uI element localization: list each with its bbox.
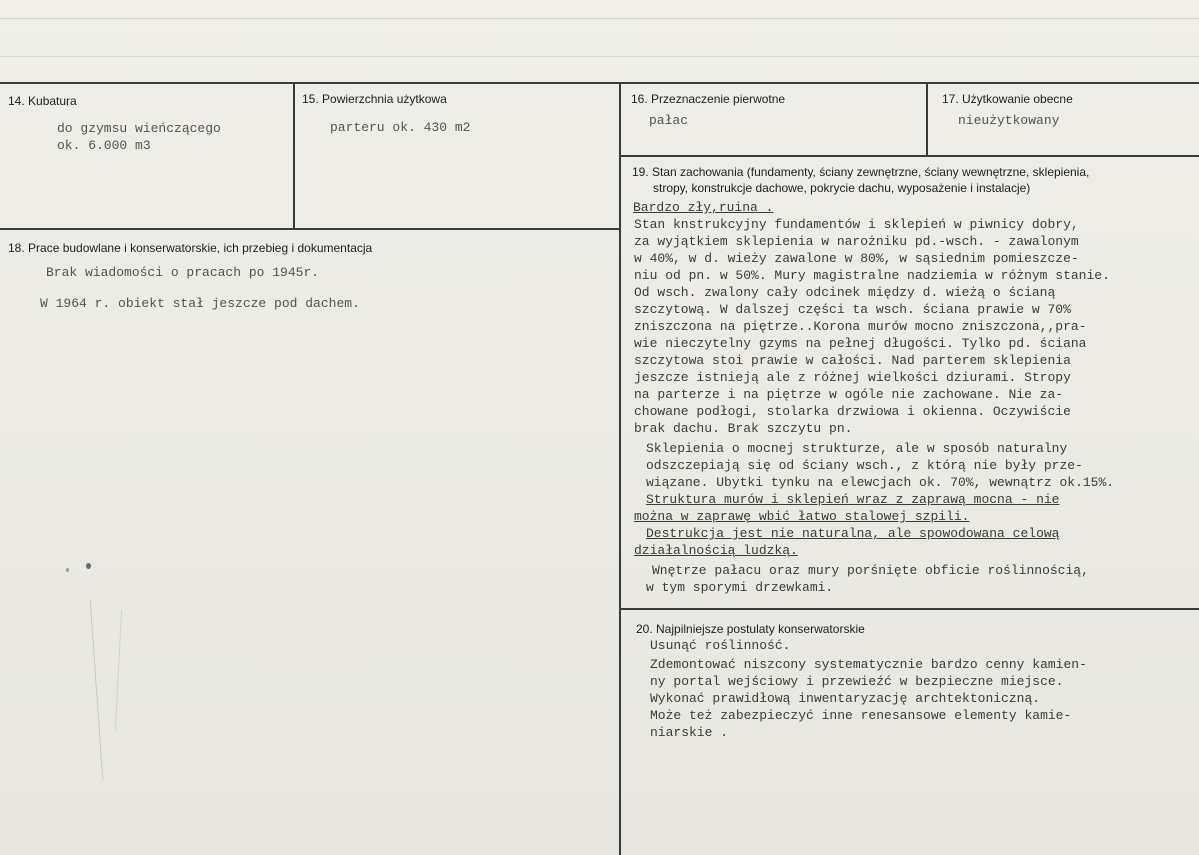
field-19-line: jeszcze istnieją ale z różnej wielkości dziurami. Stropy [634, 370, 1071, 385]
field-16-line-1: pałac [649, 113, 689, 128]
field-19-line: szczytowa stoi prawie w całości. Nad parterem sklepienia [634, 353, 1071, 368]
field-19-line: Destrukcja jest nie naturalna, ale spowodowana celową [646, 526, 1060, 541]
field-19-line: chowane podłogi, stolarka drzwiowa i okienna. Oczywiście [634, 404, 1071, 419]
field-19-line: zniszczona na piętrze..Korona murów mocno zniszczona,,pra- [634, 319, 1087, 334]
field-19-line: Stan knstrukcyjny fundamentów i sklepień w piwnicy dobry, [634, 217, 1079, 232]
field-17-label: 17. Użytkowanie obecne [942, 92, 1073, 106]
field-19-line: odszczepiają się od ściany wsch., z którą nie były prze- [646, 458, 1083, 473]
grid-line-row2-right [621, 155, 1199, 157]
field-20-line: niarskie . [650, 725, 729, 740]
card-faint-line [0, 56, 1199, 57]
ink-blot [86, 563, 91, 569]
field-17-line-1: nieużytkowany [958, 113, 1060, 128]
field-19-line: działalnością ludzką. [634, 543, 798, 558]
field-15-label: 15. Powierzchnia użytkowa [302, 92, 447, 106]
paper-scratch [115, 610, 122, 730]
field-19-line: szczytową. W dalszej części ta wsch. ściana prawie w 70% [634, 302, 1071, 317]
grid-top-line [0, 82, 1199, 84]
field-20-line: Zdemontować niszcony systematycznie bardzo cenny kamien- [650, 657, 1087, 672]
field-19-line: Bardzo zły,ruina . [633, 200, 774, 215]
field-14-line-2: ok. 6.000 m3 [57, 138, 151, 153]
ink-blot [66, 568, 69, 572]
field-19-line: Sklepienia o mocnej strukturze, ale w sposób naturalny [646, 441, 1068, 456]
field-19-label-line-2: stropy, konstrukcje dachowe, pokrycie dachu, wyposażenie i instalacje) [653, 181, 1031, 195]
field-16-label: 16. Przeznaczenie pierwotne [631, 92, 786, 106]
field-20-line: Może też zabezpieczyć inne renesansowe elementy kamie- [650, 708, 1072, 723]
field-19-line: wiązane. Ubytki tynku na elewcjach ok. 70%, wewnątrz ok.15%. [646, 475, 1115, 490]
grid-line-row2-left [0, 228, 621, 230]
field-19-line: wie nieczytelny gzyms na pełnej długości. Tylko pd. ściana [634, 336, 1087, 351]
field-19-line: niu od pn. w 50%. Mury magistralne nadziemia w różnym stanie. [634, 268, 1110, 283]
field-19-line: w 40%, w d. wieży zawalone w 80%, w sąsiednim pomieszcze- [634, 251, 1079, 266]
field-20-label: 20. Najpilniejsze postulaty konserwatorskie [636, 622, 865, 636]
field-18-line-1: Brak wiadomości o pracach po 1945r. [46, 265, 320, 280]
field-19-line: Wnętrze pałacu oraz mury porśnięte obficie roślinnością, [652, 563, 1089, 578]
field-15-line-1: parteru ok. 430 m2 [330, 120, 471, 135]
field-18-label: 18. Prace budowlane i konserwatorskie, ich przebieg i dokumentacja [8, 241, 373, 255]
grid-vline-1 [293, 82, 295, 230]
grid-vline-2 [619, 82, 621, 855]
field-20-line: Wykonać prawidłową inwentaryzację archtektoniczną. [650, 691, 1041, 706]
field-19-label-line-1: 19. Stan zachowania (fundamenty, ściany zewnętrzne, ściany wewnętrzne, sklepienia, [632, 165, 1090, 179]
field-20-line: ny portal wejściowy i przewieźć w bezpieczne miejsce. [650, 674, 1064, 689]
field-19-line: na parterze i na piętrze w ogóle nie zachowane. Nie za- [634, 387, 1064, 402]
field-20-line: Usunąć roślinność. [650, 638, 791, 653]
field-19-line: Od wsch. zwalony cały odcinek między d. wieżą o ścianą [634, 285, 1056, 300]
field-19-line: można w zaprawę wbić łatwo stalowej szpili. [634, 509, 970, 524]
card-edge-line [0, 18, 1199, 19]
field-19-line: Struktura murów i sklepień wraz z zaprawą mocna - nie [646, 492, 1060, 507]
field-14-label: 14. Kubatura [8, 94, 77, 108]
grid-line-row3-right [621, 608, 1199, 610]
field-19-line: za wyjątkiem sklepienia w narożniku pd.-wsch. - zawalonym [634, 234, 1079, 249]
field-14-line-1: do gzymsu wieńczącego [57, 121, 221, 136]
grid-vline-3 [926, 82, 928, 157]
field-19-line: brak dachu. Brak szczytu pn. [634, 421, 853, 436]
paper-scratch [90, 600, 104, 780]
field-19-line: w tym sporymi drzewkami. [646, 580, 834, 595]
field-18-line-2: W 1964 r. obiekt stał jeszcze pod dachem. [40, 296, 360, 311]
